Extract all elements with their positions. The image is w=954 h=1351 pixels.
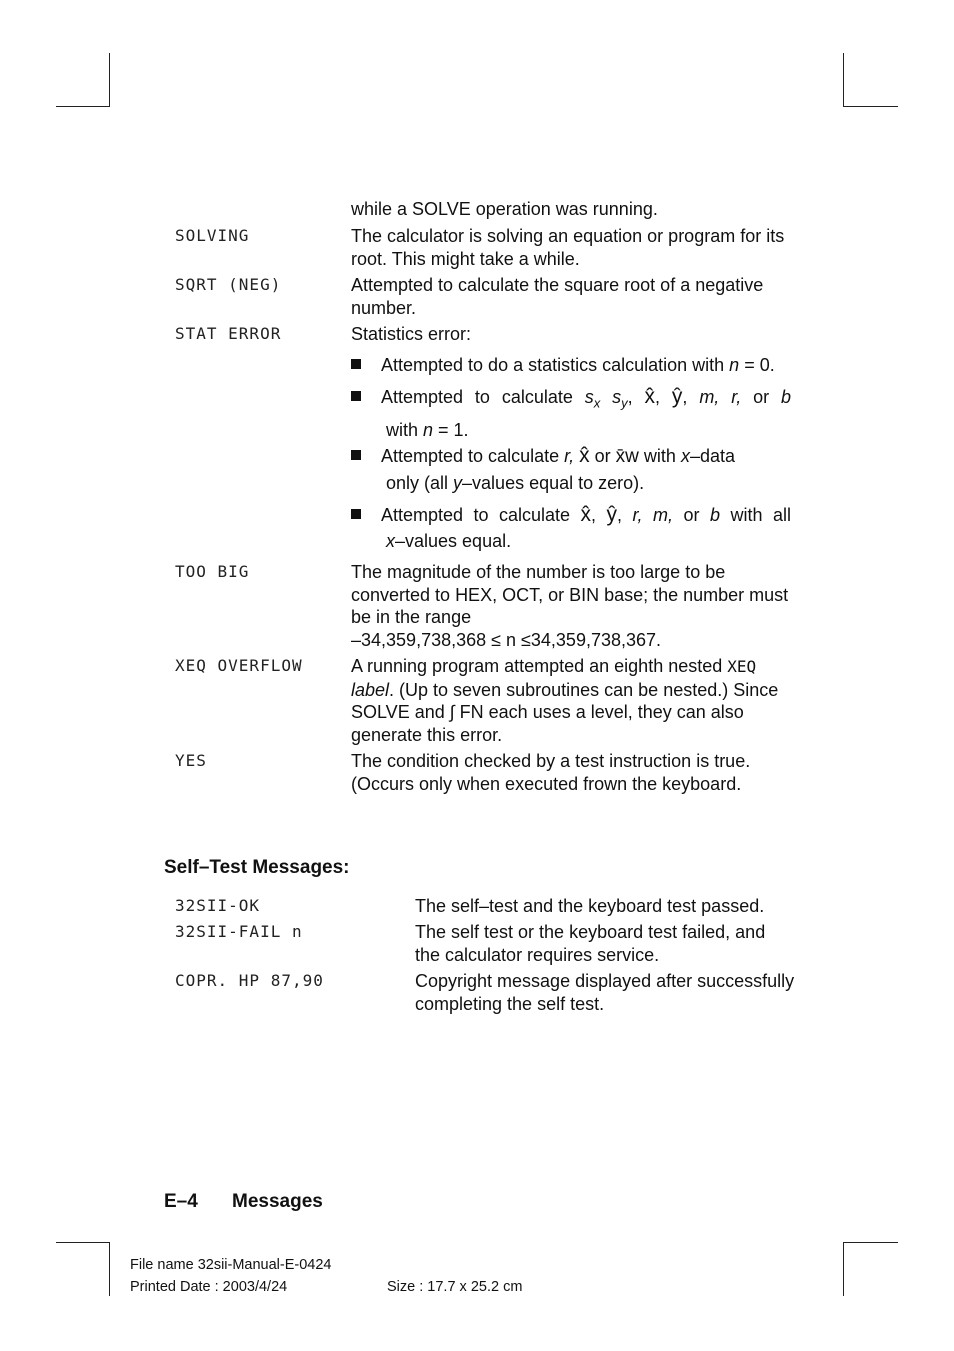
message-description: The self test or the keyboard test failed, and the calculator requires service. [415, 922, 766, 965]
message-code: XEQ OVERFLOW [175, 656, 303, 675]
list-item: Attempted to calculate $s_x$ $s_y$, x̂, ŷ, m, r, or b with n = 1. [351, 384, 791, 443]
message-description: The magnitude of the number is too large to be converted to HEX, OCT, or BIN base; the number must be in the range –34,359,738,368 ≤ n ≤34,359,738,367. [351, 562, 789, 650]
message-description: The condition checked by a test instruction is true. (Occurs only when executed frown the keyboard. [351, 751, 751, 794]
message-code: COPR. HP 87,90 [175, 971, 324, 990]
printed-date: Printed Date : 2003/4/24 [130, 1279, 288, 1295]
crop-mark [843, 53, 844, 107]
list-item: Attempted to calculate r, x̂ or x̄w with x–data only (all y–values equal to zero). [351, 443, 791, 496]
page-size: Size : 17.7 x 25.2 cm [387, 1279, 523, 1295]
message-code: SOLVING [175, 226, 250, 245]
message-code: STAT ERROR [175, 324, 282, 343]
message-description: Attempted to calculate the square root of a negative number. [351, 275, 764, 318]
message-code: YES [175, 751, 207, 770]
message-code: TOO BIG [175, 562, 250, 581]
message-code: SQRT (NEG) [175, 275, 282, 294]
bullet-square-icon [351, 391, 361, 401]
bullet-square-icon [351, 450, 361, 460]
crop-mark [56, 106, 110, 107]
file-name: File name 32sii-Manual-E-0424 [130, 1257, 332, 1273]
message-code: 32SII-OK [175, 896, 261, 915]
crop-mark [56, 1242, 110, 1243]
intro-continuation: while a SOLVE operation was running. [351, 199, 658, 219]
bullet-square-icon [351, 359, 361, 369]
bullet-square-icon [351, 509, 361, 519]
crop-mark [109, 53, 110, 107]
crop-mark [843, 1242, 898, 1243]
message-description: Copyright message displayed after successfully completing the self test. [415, 971, 795, 1014]
message-description: The self–test and the keyboard test passed. [415, 896, 765, 916]
list-item: Attempted to do a statistics calculation with n = 0. [351, 352, 791, 378]
message-description: The calculator is solving an equation or program for its root. This might take a while. [351, 226, 785, 269]
crop-mark [109, 1242, 110, 1296]
section-heading: Self–Test Messages: [164, 857, 350, 878]
message-description: Statistics error: [351, 324, 472, 344]
crop-mark [843, 106, 898, 107]
message-description: A running program attempted an eighth nested XEQ label. (Up to seven subroutines can be nested.) Since SOLVE and ∫ FN each uses a level, they can also generate this error. [351, 656, 779, 745]
page-number: E–4 [164, 1191, 198, 1212]
crop-mark [843, 1242, 844, 1296]
message-code: 32SII-FAIL n [175, 922, 303, 941]
section-title: Messages [232, 1191, 323, 1212]
list-item: Attempted to calculate x̂, ŷ, r, m, or b with all x–values equal. [351, 502, 791, 554]
